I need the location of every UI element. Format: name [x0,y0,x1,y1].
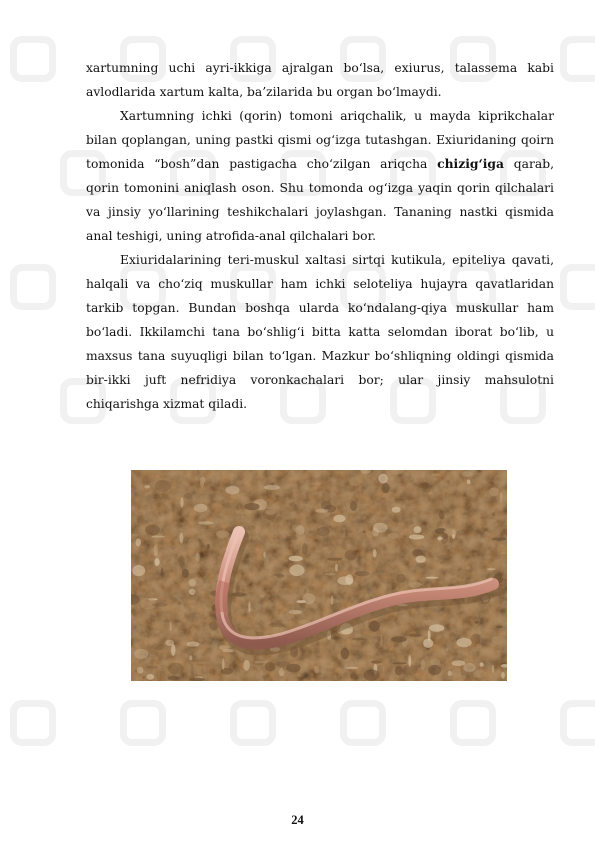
soil-clod [392,507,401,513]
soil-clod [260,594,265,597]
soil-clod [263,552,266,558]
soil-clod [373,549,377,557]
soil-clod [327,558,342,561]
soil-clod [172,504,175,512]
soil-clod [497,650,500,653]
soil-clod [331,636,339,640]
soil-clod [256,630,262,632]
watermark-icon [560,700,595,746]
soil-clod [408,634,422,637]
soil-clod [232,592,247,596]
soil-clod [421,507,426,514]
soil-clod [366,531,373,538]
soil-clod [207,544,210,549]
soil-clod [244,503,259,510]
soil-clod [265,662,276,672]
soil-clod [466,566,471,569]
soil-clod [151,643,164,650]
soil-clod [408,655,411,667]
soil-clod [196,553,200,562]
watermark-icon [340,700,386,746]
soil-clod [171,644,175,656]
soil-clod [350,673,353,678]
soil-clod [236,509,251,514]
soil-clod [437,564,452,568]
soil-clod [396,574,406,583]
soil-clod [369,621,380,632]
soil-clod [345,529,348,537]
soil-clod [168,676,180,681]
soil-clod [335,564,338,572]
soil-clod [274,576,278,578]
soil-clod [177,601,181,605]
earthworm-photo [131,470,507,681]
soil-clod [430,666,436,676]
soil-clod [423,639,433,648]
worm-clitellum [221,582,225,612]
soil-clod [281,596,290,598]
soil-clod [222,658,225,670]
watermark-icon [230,700,276,746]
soil-clod [451,668,461,677]
soil-clod [194,504,207,512]
soil-clod [172,659,181,663]
soil-clod [491,488,499,492]
soil-clod [409,582,422,588]
soil-clod [182,569,189,578]
soil-clod [265,509,276,514]
soil-clod [333,515,345,523]
soil-clod [395,666,403,676]
soil-clod [161,567,164,577]
soil-clod [189,589,196,595]
soil-clod [456,638,471,648]
soil-clod [187,641,200,646]
soil-clod [405,520,415,524]
soil-clod [476,643,482,648]
soil-clod [449,480,457,486]
soil-clod [191,626,196,636]
soil-clod [134,516,137,522]
body-text [86,56,554,416]
soil-clod [136,538,141,546]
soil-clod [303,593,316,604]
soil-clod [178,555,185,566]
soil-clod [331,595,334,605]
soil-clod [170,622,172,632]
soil-clod [168,663,184,675]
soil-clod [325,573,337,576]
soil-clod [190,664,194,675]
soil-clod [437,536,442,540]
watermark-icon [10,36,56,82]
watermark-icon [10,264,56,310]
soil-clod [349,477,361,487]
soil-clod [437,555,453,560]
soil-clod [421,659,426,670]
soil-clod [336,668,345,674]
soil-clod [463,663,476,672]
soil-clod [151,536,165,538]
soil-clod [184,493,192,499]
soil-clod [180,532,184,543]
soil-clod [501,552,507,554]
soil-clod [409,535,424,540]
soil-clod [355,571,370,576]
soil-clod [463,512,470,515]
soil-clod [253,661,268,663]
watermark-icon [560,36,595,82]
soil-clod [416,556,426,563]
soil-clod [248,602,250,613]
soil-clod [264,485,280,490]
page-number: 24 [291,813,304,827]
soil-clod [132,565,145,576]
soil-clod [492,512,495,516]
paragraph-3: Exiuridalarining teri-muskul xaltasi sirtqi kutikula, epiteliya qavati, halqali va cho‘ziq muskullar ham ichki seloteliya hujayra qavatlaridan tarkib topgan. Bundan boshqa ularda ko‘ndalang-qiya muskullar ham bo‘ladi. Ikkilamchi tana bo‘shlig‘i bitta katta selomdan iborat bo‘lib, u maxsus tana suyuqligi bilan to‘lgan. Mazkur bo‘shliqning oldingi qismida bir-ikki juft nefridiya voronkachalari bor; ular jinsiy mahsulotni chiqarishga xizmat qiladi. [86,253,554,411]
soil-clod [439,510,445,519]
soil-clod [289,556,303,562]
soil-clod [443,533,448,539]
soil-clod [492,538,506,541]
watermark-icon [120,700,166,746]
soil-clod [426,577,439,579]
soil-clod [352,638,364,641]
soil-clod [414,526,422,533]
soil-clod [451,660,465,666]
soil-clod [496,625,503,628]
soil-clod [388,533,399,539]
soil-clod [461,471,473,477]
earthworm-photo-svg [131,470,507,681]
soil-clod [442,661,451,671]
soil-clod [189,655,192,660]
soil-clod [392,662,407,664]
soil-clod [147,666,159,669]
soil-clod [311,482,321,485]
soil-clod [279,668,284,677]
soil-clod [485,532,491,536]
soil-clod [366,588,371,595]
soil-clod [473,670,487,678]
soil-clod [317,527,330,536]
soil-clod [345,667,359,669]
soil-clod [449,632,456,643]
soil-clod [200,479,204,487]
soil-clod [416,562,427,567]
soil-clod [350,501,357,511]
soil-clod [145,525,160,536]
soil-clod [475,621,479,624]
soil-clod [420,482,430,489]
soil-clod [431,473,440,476]
soil-clod [144,638,149,646]
soil-clod [221,668,233,675]
soil-clod [456,530,472,535]
soil-clod [155,558,160,566]
soil-clod [137,667,144,674]
soil-clod [194,661,207,664]
soil-clod [492,665,495,673]
soil-clod [269,623,284,627]
soil-clod [483,555,492,560]
soil-clod [144,485,150,488]
soil-clod [198,521,213,524]
soil-clod [324,665,334,668]
soil-clod [378,474,388,484]
soil-clod [154,544,158,556]
soil-clod [429,491,434,495]
soil-clod [375,642,379,648]
soil-clod [292,525,297,531]
paragraph-2-bold-term: chizig‘iga [437,156,504,171]
soil-clod [467,479,471,484]
soil-clod [501,672,505,679]
soil-clod [222,649,233,652]
soil-clod [425,620,434,626]
soil-clod [487,568,496,570]
soil-clod [337,576,353,585]
paragraph-1: xartumning uchi ayri-ikkiga ajralgan bo‘lsa, exiurus, talassema kabi avlodlarida xartum kalta, ba’zilarida bu organ bo‘lmaydi. [86,61,554,99]
soil-clod [380,635,382,647]
soil-clod [448,671,452,676]
paragraph-2 [86,104,554,248]
soil-clod [314,666,319,673]
soil-clod [292,673,302,677]
soil-clod [143,676,145,678]
soil-clod [382,483,390,493]
soil-clod [187,538,199,548]
soil-clod [371,660,382,663]
soil-clod [236,583,240,594]
soil-clod [188,579,196,586]
soil-clod [134,649,148,659]
watermark-icon [10,700,56,746]
soil-clod [307,588,309,595]
soil-clod [226,486,240,495]
soil-clod [165,640,174,646]
soil-clod [341,648,350,659]
soil-clod [261,670,263,678]
soil-clod [267,558,269,564]
soil-clod [492,636,507,645]
watermark-icon [560,264,595,310]
soil-clod [180,497,183,507]
soil-clod [391,636,407,642]
soil-clod [289,565,304,577]
soil-clod [345,550,357,561]
paragraph-2-text-start: Xartumning ichki (qorin) tomoni ariqchalik, u mayda kiprikchalar bilan qoplangan, uning pastki qismi og‘izga tutashgan. Exiuridaning qoirn tomonida “bosh”dan pastigacha cho‘zilgan ariqcha [86,109,554,171]
soil-clod [479,634,491,644]
soil-clod [316,509,329,513]
soil-clod [196,665,202,675]
soil-clod [152,603,168,607]
soil-clod [363,530,366,533]
soil-clod [430,658,440,665]
soil-clod [429,624,444,631]
soil-clod [146,674,154,680]
soil-clod [364,670,380,681]
soil-clod [287,536,298,541]
soil-clod [480,662,484,667]
soil-clod [243,660,250,671]
paragraph-2-text-end: qarab, qorin tomonini aniqlash oson. Shu tomonda og‘izga yaqin qorin qilchalari va jinsiy yo‘llarining teshikchalari joylashgan. Tananing nastki qismida anal teshigi, uning atrofida-anal qilchalari bor. [86,157,554,243]
soil-clod [209,622,218,631]
soil-clod [302,543,308,555]
soil-clod [446,648,448,651]
soil-clod [155,480,171,492]
soil-clod [216,530,229,538]
soil-clod [500,492,503,502]
soil-clod [302,663,308,667]
watermark-icon [450,700,496,746]
soil-clod [286,664,301,673]
soil-clod [280,609,294,620]
